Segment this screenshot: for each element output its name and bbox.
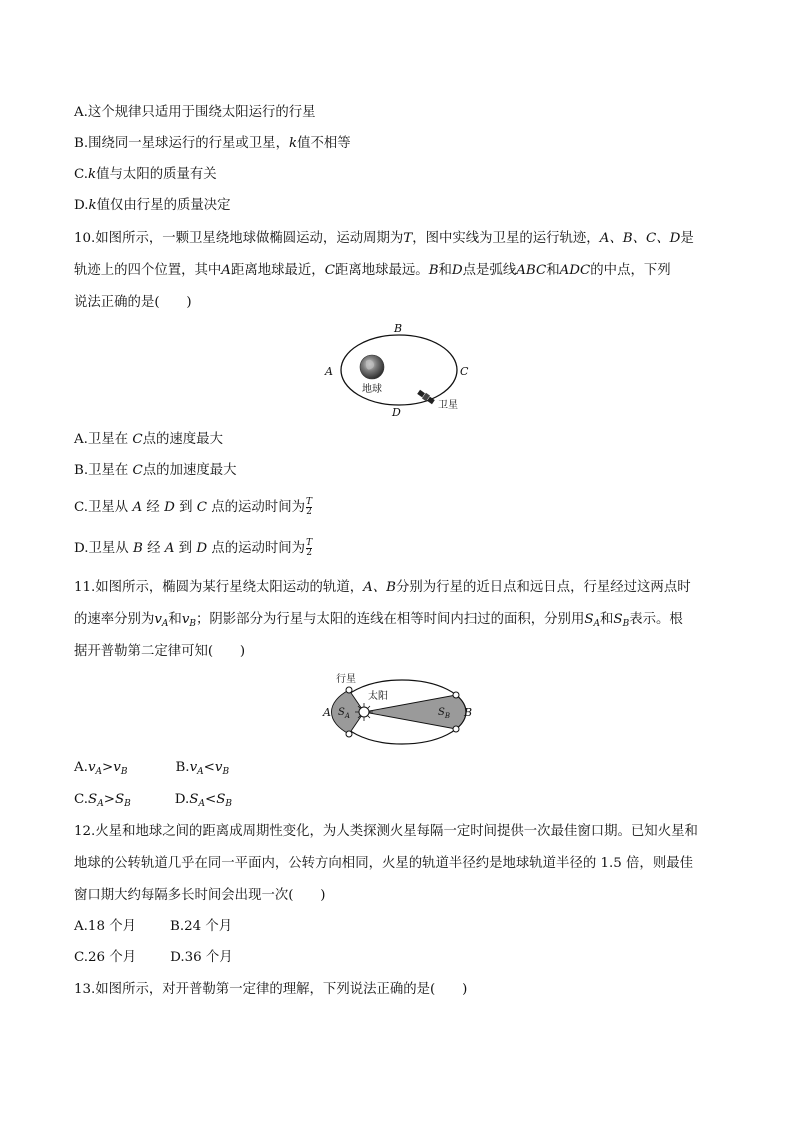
q10-option-d: D.卫星从 B 经 A 到 D 点的运动时间为 $\frac{T}{2}$	[74, 538, 313, 558]
q10-option-c: C.卫星从 A 经 D 到 C 点的运动时间为 $\frac{T}{2}$	[74, 497, 312, 517]
q11-orbit-figure	[318, 668, 478, 748]
q10-orbit-figure	[320, 320, 480, 420]
q12-option-a: A.18 个月	[74, 919, 137, 934]
q12-stem-line2: 地球的公转轨道几乎在同一平面内，公转方向相同，火星的轨道半径约是地球轨道半径的 1.5 倍，则最佳	[74, 856, 693, 871]
q12-option-d: D.36 个月	[170, 950, 233, 965]
sun-label: 太阳	[368, 691, 388, 702]
satellite-orbit	[341, 335, 457, 405]
fraction-t-over-2: $\frac{T}{2}$	[305, 497, 312, 517]
q11-stem-line2: 的速率分别为$v_A$和$v_B$；阴影部分为行星与太阳的连线在相等时间内扫过的面积，分别用$S_A$和$S_B$表示。根	[74, 612, 683, 629]
earth-label: 地球	[362, 384, 382, 395]
q11-option-c: $C.S_A>S_B$	[74, 792, 131, 809]
q10-stem-line2: 轨迹上的四个位置，其中A距离地球最近，C距离地球最远。B和D点是弧线ABC和ADC的中点，下列	[74, 263, 671, 278]
q12-options-row1	[74, 917, 232, 937]
q12-stem-line1: 12.火星和地球之间的距离成周期性变化，为人类探测火星每隔一定时间提供一次最佳窗口期。已知火星和	[74, 824, 698, 839]
area-sa-label: $S_A$	[338, 707, 350, 720]
q11-option-d: $D.S_A<S_B$	[174, 792, 233, 809]
q9-option-c: C.k值与太阳的质量有关	[74, 167, 217, 182]
q11-option-a: $A.v_A>v_B$	[74, 760, 128, 777]
planet-label: 行星	[336, 674, 356, 685]
point-a-label: A	[325, 365, 333, 378]
q12-stem-line3: 窗口期大约每隔多长时间会出现一次( )	[74, 888, 326, 903]
planet-marker-top-a	[346, 687, 352, 693]
q10-stem-line1: 10.如图所示，一颗卫星绕地球做椭圆运动，运动周期为T，图中实线为卫星的运行轨迹，A、B、C、D是	[74, 231, 694, 246]
point-d-label: D	[392, 406, 401, 419]
q11-options-row2	[74, 790, 232, 814]
q11-options-row1	[74, 758, 229, 782]
area-sb-label: $S_B$	[438, 707, 451, 720]
q10-option-a: A.卫星在 C点的速度最大	[74, 432, 223, 447]
q9-option-a: A.这个规律只适用于围绕太阳运行的行星	[74, 105, 316, 120]
q11-stem-line3: 据开普勒第二定律可知( )	[74, 644, 246, 659]
q10-stem-line3: 说法正确的是( )	[74, 295, 192, 310]
point-b-label: B	[464, 706, 473, 719]
point-a-label: A	[323, 706, 331, 719]
satellite-label: 卫星	[438, 400, 458, 411]
point-b-label: B	[394, 322, 403, 335]
q12-option-c: C.26 个月	[74, 950, 137, 965]
planet-marker-top-b	[453, 692, 459, 698]
q12-option-b: B.24 个月	[170, 919, 233, 934]
q11-stem-line1: 11.如图所示，椭圆为某行星绕太阳运动的轨道，A、B分别为行星的近日点和远日点，行星经过这两点时	[74, 580, 691, 595]
point-c-label: C	[460, 365, 469, 378]
q10-option-b: B.卫星在 C点的加速度最大	[74, 463, 237, 478]
q9-option-b: B.围绕同一星球运行的行星或卫星，k值不相等	[74, 136, 351, 151]
q12-options-row2	[74, 948, 233, 968]
planet-marker-bottom-a	[346, 731, 352, 737]
q11-option-b: $B.v_A<v_B$	[175, 760, 230, 777]
q9-option-d: D.k值仅由行星的质量决定	[74, 198, 231, 213]
planet-marker-bottom-b	[453, 726, 459, 732]
fraction-t-over-2: $\frac{T}{2}$	[306, 538, 313, 558]
q13-stem-line1: 13.如图所示，对开普勒第一定律的理解，下列说法正确的是( )	[74, 982, 468, 997]
